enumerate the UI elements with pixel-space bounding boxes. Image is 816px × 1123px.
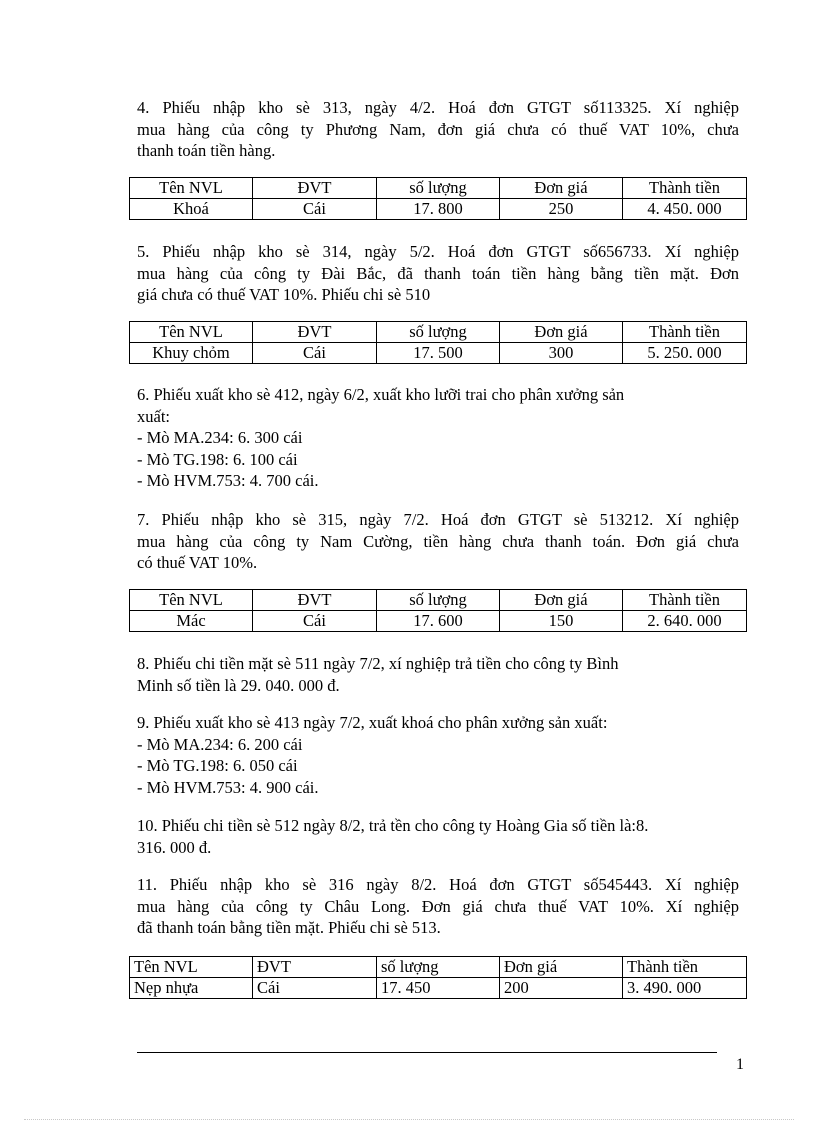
table-row: Khuy chỏm Cái 17. 500 300 5. 250. 000 [130,343,747,364]
item-8-paragraph: 8. Phiếu chi tiền mặt sè 511 ngày 7/2, xí nghiệp trả tiền cho công ty Bình Minh số tiền là 29. 040. 000 đ. [137,654,619,695]
item-7-table [129,589,747,632]
item-5-table [129,321,747,364]
item-5-paragraph: 5. Phiếu nhập kho sè 314, ngày 5/2. Hoá đơn GTGT số656733. Xí nghiệp mua hàng của công ty Đài Bắc, đã thanh toán tiền hàng bằng tiền mặt. Đơn giá chưa có thuế VAT 10%. Phiếu chi sè 510 [137,242,739,304]
table-row: Nẹp nhựa Cái 17. 450 200 3. 490. 000 [130,978,747,999]
item-10-paragraph: 10. Phiếu chi tiền sè 512 ngày 8/2, trả tền cho công ty Hoàng Gia số tiền là:8. 316. 000 đ. [137,816,649,857]
item-7-paragraph: 7. Phiếu nhập kho sè 315, ngày 7/2. Hoá đơn GTGT sè 513212. Xí nghiệp mua hàng của công ty Nam Cường, tiền hàng chưa thanh toán. Đơn giá chưa có thuế VAT 10%. [137,510,739,572]
table-header-row: Tên NVL ĐVT số lượng Đơn giá Thành tiền [130,322,747,343]
item-4-paragraph: 4. Phiếu nhập kho sè 313, ngày 4/2. Hoá đơn GTGT số113325. Xí nghiệp mua hàng của công ty Phương Nam, đơn giá chưa có thuế VAT 10%, chưa thanh toán tiền hàng. [137,98,739,160]
table-row: Khoá Cái 17. 800 250 4. 450. 000 [130,199,747,220]
item-11-paragraph: 11. Phiếu nhập kho sè 316 ngày 8/2. Hoá đơn GTGT số545443. Xí nghiệp mua hàng của công ty Châu Long. Đơn giá chưa thuế VAT 10%. Xí nghiệp đã thanh toán bằng tiền mặt. Phiếu chi sè 513. [137,875,739,937]
table-header-row: Tên NVL ĐVT số lượng Đơn giá Thành tiền [130,957,747,978]
item-9-paragraph: 9. Phiếu xuất kho sè 413 ngày 7/2, xuất khoá cho phân xưởng sản xuất: - Mò MA.234: 6. 200 cái - Mò TG.198: 6. 050 cái - Mò HVM.753: 4. 900 cái. [137,713,608,797]
table-header-row: Tên NVL ĐVT số lượng Đơn giá Thành tiền [130,178,747,199]
item-11-table [129,956,747,999]
table-header-row: Tên NVL ĐVT số lượng Đơn giá Thành tiền [130,590,747,611]
page-bottom-dotted-edge [24,1119,794,1120]
item-4-table [129,177,747,220]
item-6-paragraph: 6. Phiếu xuất kho sè 412, ngày 6/2, xuất kho lưỡi trai cho phân xưởng sản xuất: - Mò MA.234: 6. 300 cái - Mò TG.198: 6. 100 cái - Mò HVM.753: 4. 700 cái. [137,385,625,490]
table-row: Mác Cái 17. 600 150 2. 640. 000 [130,611,747,632]
footer-divider [137,1052,717,1053]
page-number: 1 [736,1056,744,1073]
